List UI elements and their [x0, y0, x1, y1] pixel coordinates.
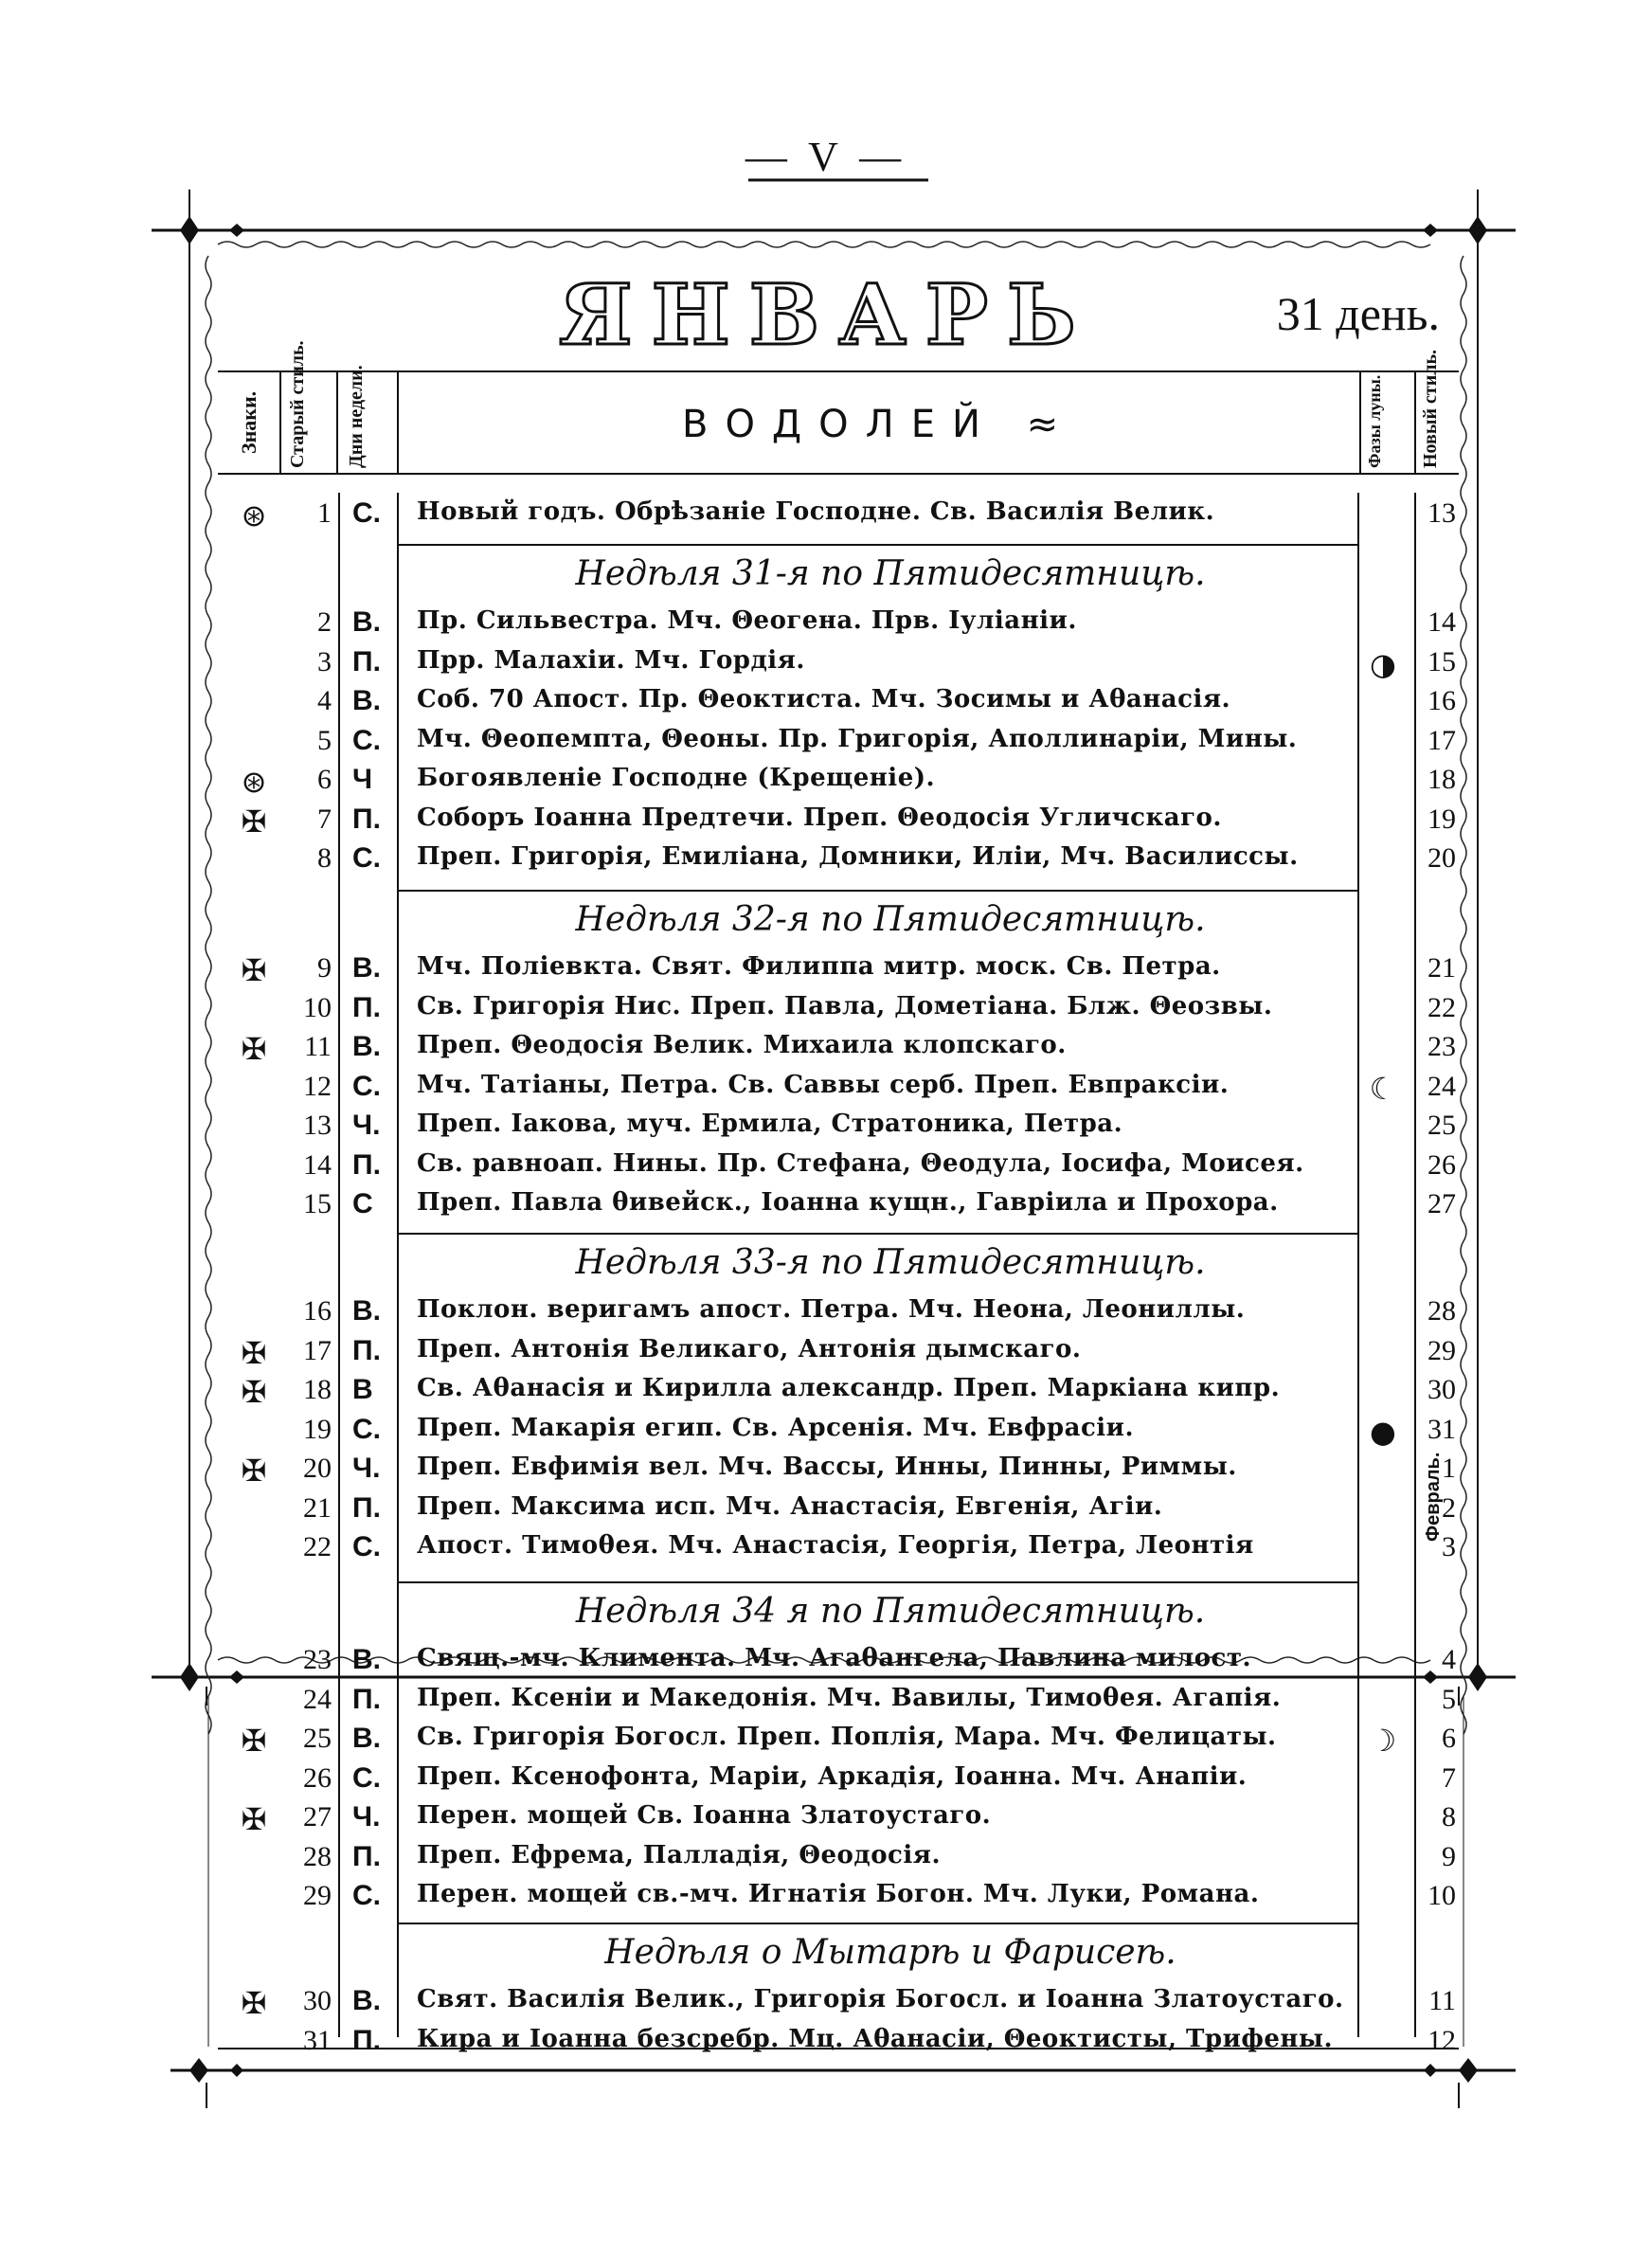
weekday: В. — [352, 1644, 381, 1675]
new-style-day: 7 — [1442, 1761, 1456, 1794]
old-style-day: 8 — [317, 842, 332, 874]
old-style-day: 7 — [317, 803, 332, 835]
saints-text: Мч. Татіаны, Петра. Св. Саввы серб. Преп. Евпраксіи. — [417, 1070, 1230, 1099]
calendar-row — [0, 952, 1652, 990]
weekday: С. — [352, 724, 381, 756]
weekday: С. — [352, 842, 381, 874]
february-label: Февраль. — [1423, 1452, 1444, 1543]
calendar-row — [0, 1762, 1652, 1800]
saints-text: Перен. мощей св.-мч. Игнатія Богон. Мч. Луки, Романа. — [417, 1880, 1260, 1908]
weekday: С — [352, 1188, 373, 1219]
saints-text: Кира и Іоанна безсребр. Мц. Аθанасіи, Θеоктисты, Трифены. — [417, 2024, 1334, 2053]
weekday: В. — [352, 1723, 381, 1754]
saints-text: Мч. Поліевкта. Свят. Филиппа митр. моск. Св. Петра. — [417, 952, 1221, 981]
saints-text: Св. Григорія Нис. Преп. Павла, Дометіана. Блж. Θеозвы. — [417, 991, 1273, 1020]
saints-text: Преп. Максима исп. Мч. Анастасія, Евгенія, Агіи. — [417, 1491, 1163, 1521]
calendar-row — [0, 1414, 1652, 1452]
new-style-day: 2 — [1442, 1491, 1456, 1524]
old-style-day: 27 — [303, 1801, 332, 1833]
old-style-day: 25 — [303, 1723, 332, 1754]
saints-text: Преп. Ксеніи и Македонія. Мч. Вавилы, Тимоθея. Агапія. — [417, 1683, 1282, 1712]
new-style-day: 4 — [1442, 1644, 1456, 1675]
week-title: Недѣля 34 я по Пятидесятницѣ. — [575, 1592, 1206, 1631]
zodiac-sign: ВОДОЛЕЙ ≈ — [682, 403, 1076, 446]
calendar-row — [0, 764, 1652, 802]
new-style-day: 11 — [1428, 1985, 1456, 2016]
calendar-row — [0, 1801, 1652, 1839]
calendar-row — [0, 1110, 1652, 1147]
page-number: — V — — [745, 134, 907, 180]
feast-sign-icon: ✠ — [241, 1334, 267, 1371]
new-style-day: 16 — [1428, 685, 1456, 716]
saints-text: Св. Григорія Богосл. Преп. Поплія, Мара. Мч. Фелицаты. — [417, 1723, 1277, 1751]
saints-text: Преп. Григорія, Емиліана, Домники, Иліи, Мч. Василиссы. — [417, 842, 1299, 871]
old-style-day: 12 — [303, 1070, 332, 1102]
feast-sign-icon: ⊛ — [241, 764, 267, 800]
old-style-day: 29 — [303, 1880, 332, 1911]
weekday: С. — [352, 497, 381, 529]
weekday: П. — [352, 1148, 381, 1181]
new-style-day: 27 — [1428, 1188, 1456, 1219]
new-style-day: 26 — [1428, 1148, 1456, 1181]
new-style-day: 20 — [1428, 842, 1456, 874]
saints-text: Прр. Малахіи. Мч. Гордія. — [417, 645, 805, 675]
new-style-day: 19 — [1428, 803, 1456, 835]
weekday: В. — [352, 685, 381, 716]
new-style-day: 25 — [1428, 1110, 1456, 1141]
weekday: П. — [352, 1840, 381, 1872]
calendar-row — [0, 1071, 1652, 1109]
calendar-row — [0, 992, 1652, 1030]
feast-sign-icon: ✠ — [241, 1453, 267, 1489]
old-style-day: 22 — [303, 1531, 332, 1562]
feast-sign-icon: ✠ — [241, 1031, 267, 1067]
old-style-day: 14 — [303, 1148, 332, 1181]
saints-text: Новый годъ. Обрѣзаніе Господне. Св. Василія Велик. — [417, 497, 1215, 526]
saints-text: Соборъ Іоанна Предтечи. Преп. Θеодосія Угличскаго. — [417, 803, 1222, 832]
weekday: В. — [352, 606, 381, 638]
old-style-day: 2 — [317, 606, 332, 638]
calendar-row — [0, 1492, 1652, 1530]
old-style-day: 23 — [303, 1644, 332, 1675]
calendar-row — [0, 1295, 1652, 1333]
calendar-row — [0, 1031, 1652, 1069]
new-style-day: 6 — [1442, 1723, 1456, 1754]
weekday: П. — [352, 2024, 381, 2056]
old-style-day: 3 — [317, 645, 332, 677]
calendar-row — [0, 1453, 1652, 1490]
weekday: Ч — [352, 764, 373, 795]
weekday: С. — [352, 1413, 381, 1445]
header-signs: Знаки. — [237, 390, 260, 455]
weekday: С. — [352, 1531, 381, 1562]
old-style-day: 10 — [303, 991, 332, 1023]
weekday: В. — [352, 952, 381, 984]
old-style-day: 20 — [303, 1453, 332, 1484]
feast-sign-icon: ✠ — [241, 1374, 267, 1410]
calendar-row — [0, 2025, 1652, 2063]
new-style-day: 5 — [1442, 1683, 1456, 1715]
calendar-row — [0, 1723, 1652, 1760]
saints-text: Пр. Сильвестра. Мч. Θеогена. Прв. Іуліаніи. — [417, 606, 1077, 635]
weekday: С. — [352, 1070, 381, 1102]
calendar-row — [0, 1531, 1652, 1569]
weekday: П. — [352, 991, 381, 1023]
month-header — [218, 246, 1459, 370]
week-title: Недѣля 31-я по Пятидесятницѣ. — [575, 554, 1206, 593]
header-old-style: Старый стиль. — [287, 340, 308, 468]
calendar-row — [0, 1985, 1652, 2023]
new-style-day: 24 — [1428, 1070, 1456, 1102]
new-style-day: 10 — [1428, 1880, 1456, 1911]
feast-sign-icon: ✠ — [241, 1985, 267, 2021]
calendar-row — [0, 725, 1652, 763]
feast-sign-icon: ✠ — [241, 803, 267, 840]
calendar-row — [0, 497, 1652, 535]
calendar-row — [0, 646, 1652, 684]
calendar-row — [0, 1335, 1652, 1373]
new-style-day: 28 — [1428, 1295, 1456, 1327]
moon-phase-icon: ☾ — [1369, 1070, 1397, 1107]
old-style-day: 17 — [303, 1334, 332, 1366]
calendar-row — [0, 803, 1652, 841]
saints-text: Перен. мощей Св. Іоанна Златоустаго. — [417, 1801, 992, 1830]
saints-text: Св. Аθанасія и Кирилла александр. Преп. Маркіана кипр. — [417, 1374, 1281, 1402]
calendar-row — [0, 1188, 1652, 1226]
saints-text: Преп. Макарія егип. Св. Арсенія. Мч. Евфрасіи. — [417, 1413, 1134, 1442]
new-style-day: 12 — [1428, 2024, 1456, 2056]
old-style-day: 28 — [303, 1840, 332, 1872]
weekday: Ч. — [352, 1110, 381, 1141]
new-style-day: 17 — [1428, 724, 1456, 756]
old-style-day: 5 — [317, 724, 332, 756]
weekday: В. — [352, 1985, 381, 2016]
old-style-day: 16 — [303, 1295, 332, 1327]
old-style-day: 24 — [303, 1683, 332, 1715]
saints-text: Соб. 70 Апост. Пр. Θеоктиста. Мч. Зосимы и Аθанасія. — [417, 685, 1231, 713]
old-style-day: 26 — [303, 1761, 332, 1794]
weekday: П. — [352, 1683, 381, 1715]
calendar-row — [0, 1374, 1652, 1412]
days-count: 31 день. — [1276, 287, 1440, 340]
new-style-day: 30 — [1428, 1374, 1456, 1405]
old-style-day: 13 — [303, 1110, 332, 1141]
feast-sign-icon: ⊛ — [241, 497, 267, 533]
saints-text: Преп. Ксенофонта, Маріи, Аркадія, Іоанна. Мч. Анапіи. — [417, 1761, 1248, 1791]
old-style-day: 31 — [303, 2024, 332, 2056]
calendar-row — [0, 1684, 1652, 1722]
weekday: С. — [352, 1761, 381, 1794]
new-style-day: 3 — [1442, 1531, 1456, 1562]
old-style-day: 1 — [317, 497, 332, 529]
old-style-day: 11 — [304, 1031, 332, 1062]
month-title: ЯНВАРЬ — [559, 265, 1095, 364]
saints-text: Св. равноап. Нины. Пр. Стефана, Θеодула, Іосифа, Моисея. — [417, 1148, 1304, 1178]
weekday: В — [352, 1374, 373, 1405]
old-style-day: 21 — [303, 1491, 332, 1524]
weekday: В. — [352, 1031, 381, 1062]
old-style-day: 4 — [317, 685, 332, 716]
new-style-day: 31 — [1428, 1413, 1456, 1445]
saints-text: Свят. Василія Велик., Григорія Богосл. и Іоанна Златоустаго. — [417, 1985, 1344, 2013]
old-style-day: 9 — [317, 952, 332, 984]
new-style-day: 23 — [1428, 1031, 1456, 1062]
calendar-row — [0, 1644, 1652, 1682]
calendar-row — [0, 685, 1652, 723]
calendar-row — [0, 1880, 1652, 1918]
old-style-day: 15 — [303, 1188, 332, 1219]
new-style-day: 14 — [1428, 606, 1456, 638]
saints-text: Богоявленіе Господне (Крещеніе). — [417, 764, 936, 792]
saints-text: Преп. Антонія Великаго, Антонія дымскаго. — [417, 1334, 1082, 1363]
calendar-row — [0, 606, 1652, 644]
header-new-style: Новый стиль. — [1420, 349, 1441, 468]
new-style-day: 9 — [1442, 1840, 1456, 1872]
new-style-day: 15 — [1428, 645, 1456, 677]
calendar-row — [0, 842, 1652, 880]
saints-text: Преп. Евфимія вел. Мч. Вассы, Инны, Пинны, Риммы. — [417, 1453, 1237, 1481]
weekday: В. — [352, 1295, 381, 1327]
old-style-day: 18 — [303, 1374, 332, 1405]
saints-text: Свящ.-мч. Климента. Мч. Агаθангела, Павлина милост. — [417, 1644, 1252, 1672]
saints-text: Преп. Ефрема, Палладія, Θеодосія. — [417, 1840, 942, 1869]
week-title: Недѣля 32-я по Пятидесятницѣ. — [575, 900, 1206, 939]
new-style-day: 22 — [1428, 991, 1456, 1023]
feast-sign-icon: ✠ — [241, 1723, 267, 1759]
weekday: С. — [352, 1880, 381, 1911]
saints-text: Преп. Θеодосія Велик. Михаила клопскаго. — [417, 1031, 1067, 1059]
weekday: П. — [352, 1334, 381, 1366]
weekday: П. — [352, 803, 381, 835]
weekday: Ч. — [352, 1801, 381, 1833]
header-weekday: Дни недели. — [346, 365, 367, 468]
calendar-row — [0, 1841, 1652, 1879]
week-title: Недѣля 33-я по Пятидесятницѣ. — [575, 1243, 1206, 1282]
saints-text: Мч. Θеопемпта, Θеоны. Пр. Григорія, Аполлинаріи, Мины. — [417, 724, 1298, 753]
moon-phase-icon: ● — [1370, 1413, 1396, 1450]
weekday: Ч. — [352, 1453, 381, 1484]
old-style-day: 6 — [317, 764, 332, 795]
old-style-day: 30 — [303, 1985, 332, 2016]
saints-text: Апост. Тимоθея. Мч. Анастасія, Георгія, Петра, Леонтія — [417, 1531, 1254, 1560]
saints-text: Преп. Іакова, муч. Ермила, Стратоника, Петра. — [417, 1110, 1123, 1138]
old-style-day: 19 — [303, 1413, 332, 1445]
new-style-day: 21 — [1428, 952, 1456, 984]
new-style-day: 18 — [1428, 764, 1456, 795]
moon-phase-icon: ☽ — [1369, 1723, 1397, 1759]
calendar-row — [0, 1149, 1652, 1187]
saints-text: Поклон. веригамъ апост. Петра. Мч. Неона, Леониллы. — [417, 1295, 1246, 1324]
new-style-day: 29 — [1428, 1334, 1456, 1366]
new-style-day: 8 — [1442, 1801, 1456, 1833]
weekday: П. — [352, 645, 381, 677]
saints-text: Преп. Павла θивейск., Іоанна кущн., Гавріила и Прохора. — [417, 1188, 1279, 1217]
moon-phase-icon: ◑ — [1370, 645, 1396, 682]
new-style-day: 1 — [1442, 1453, 1456, 1484]
header-moon-phases: Фазы луны. — [1365, 374, 1384, 468]
feast-sign-icon: ✠ — [241, 952, 267, 988]
week-title: Недѣля о Мытарѣ и Фарисеѣ. — [604, 1933, 1176, 1972]
new-style-day: 13 — [1428, 497, 1456, 529]
weekday: П. — [352, 1491, 381, 1524]
feast-sign-icon: ✠ — [241, 1801, 267, 1837]
